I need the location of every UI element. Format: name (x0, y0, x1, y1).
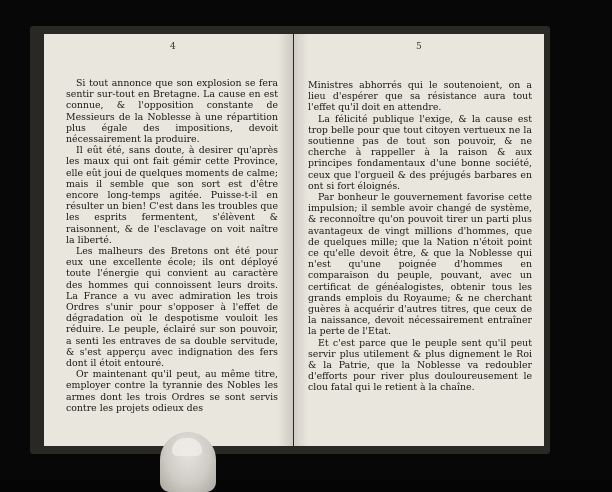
right-paragraph: La félicité publique l'exige, & la cause est trop belle pour que tout citoyen vertueux ne la soutienne pas de tout son pouvoir, & ne cherche à rappeller à la raison & aux principes fondamentaux d'une bonne société, ceux que l'orgueil & des préjugés barbares en ont si fort éloignés. (308, 113, 532, 192)
right-page-number: 5 (416, 42, 422, 52)
right-page (294, 34, 544, 446)
thumbnail-highlight (172, 438, 202, 456)
left-page-number: 4 (170, 42, 176, 52)
left-page (44, 34, 293, 446)
thumb-holding-page (160, 432, 216, 492)
left-paragraph: Or maintenant qu'il peut, au même titre, employer contre la tyrannie des Nobles les armes dont les trois Ordres se sont servis contre les projets odieux des (66, 369, 278, 414)
right-page-text (308, 80, 532, 394)
left-page-text (66, 78, 278, 414)
right-paragraph: Par bonheur le gouvernement favorise cette impulsion; il semble avoir changé de système, & reconnoître qu'on pouvoit tirer un parti plus avantageux de vingt millions d'hommes, que de quelques mille; que la Nation n'étoit point ce qu'elle devoit être, & que la Noblesse qui n'est qu'une poignée d'hommes en comparaison du peuple, pouvant, avec un certificat de généalogistes, obtenir tous les grands emplois du Royaume; & ne cherchant guères à acquérir d'autres titres, que ceux de la naissance, devoit nécessairement entraîner la perte de l'Etat. (308, 192, 532, 338)
right-paragraph: Et c'est parce que le peuple sent qu'il peut servir plus utilement & plus dignement le Roi & la Patrie, que la Noblesse va redoubler d'efforts pour river plus douloureusement le clou fatal qui le retient à la chaîne. (308, 337, 532, 394)
right-paragraph: Ministres abhorrés qui le soutenoient, on a lieu d'espérer que sa résistance aura tout l'effet qu'il doit en attendre. (308, 80, 532, 114)
left-paragraph: Si tout annonce que son explosion se fera sentir sur-tout en Bretagne. La cause en est connue, & l'opposition constante de Messieurs de la Noblesse à une répartition plus égale des impositions, devoit nécessairement la produire. (66, 78, 278, 146)
left-paragraph: Il eût été, sans doute, à desirer qu'après les maux qui ont fait gémir cette Province, elle eût joui de quelques moments de calme; mais il semble que son sort est d'être encore long-temps agitée. Puisse-t-il en résulter un bien! C'est dans les troubles que les esprits fermentent, s'élèvent & raisonnent, & de l'esclavage on voit naître la liberté. (66, 145, 278, 246)
left-paragraph: Les malheurs des Bretons ont été pour eux une excellente école; ils ont déployé toute l'énergie qui convient au caractère des hommes qui connoissent leurs droits. La France a vu avec admiration les trois Ordres s'unir pour s'opposer à l'effet de dégradation où le despotisme vouloit les réduire. Le peuple, éclairé sur son pouvoir, a senti les entraves de sa double servitude, & s'est apperçu avec indignation des fers dont il étoit entouré. (66, 246, 278, 370)
right-page-gutter-shadow (294, 34, 308, 446)
left-page-gutter-shadow (278, 34, 292, 446)
